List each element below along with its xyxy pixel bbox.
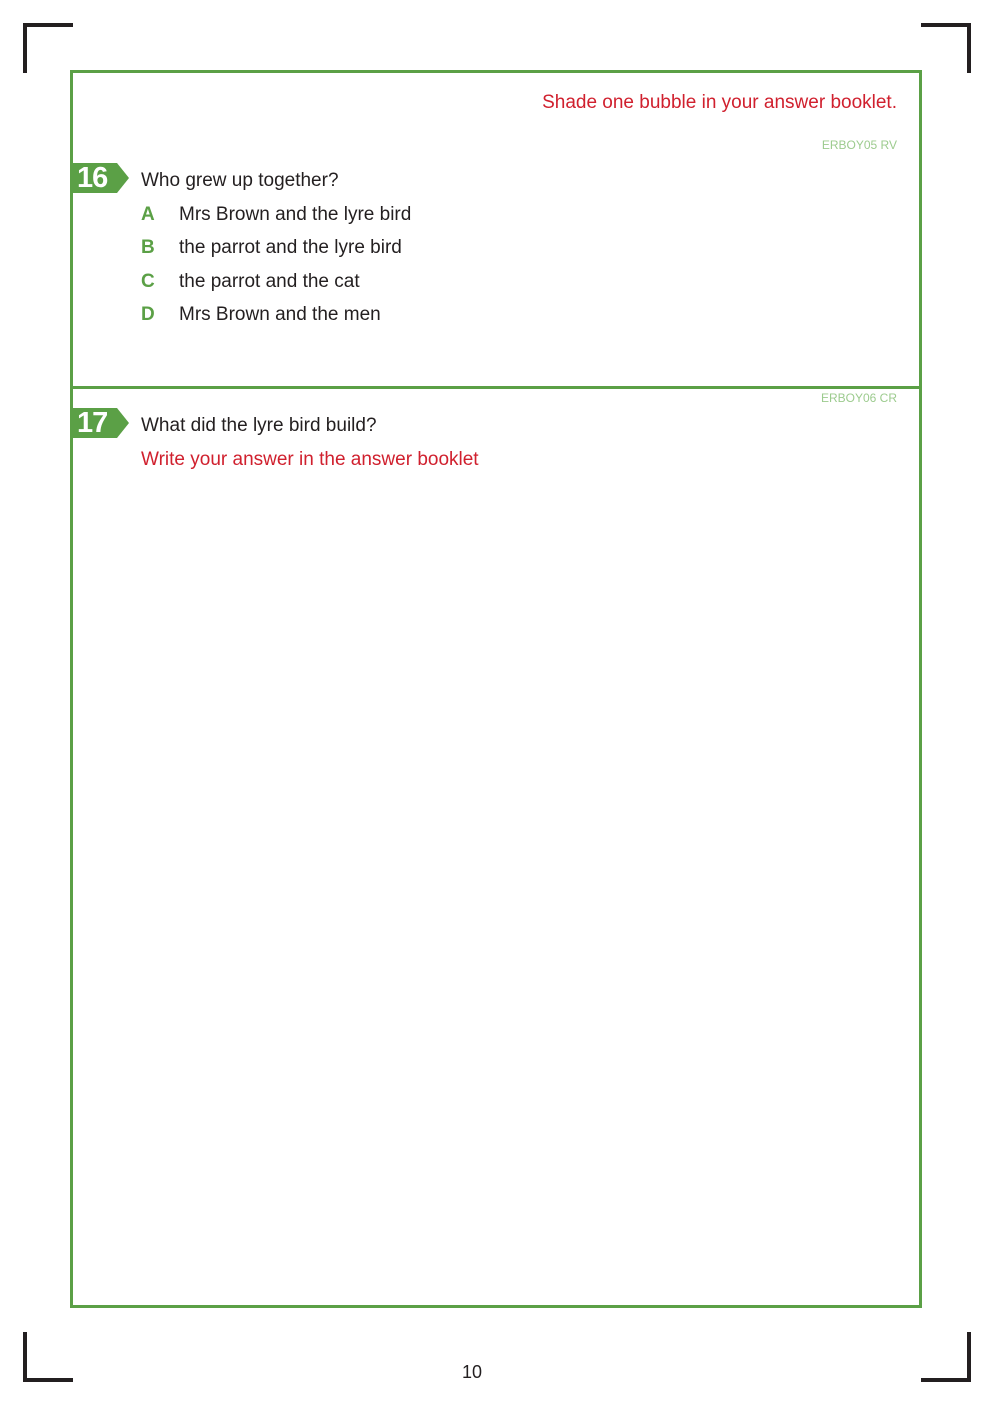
question-17-code: ERBOY06 CR [820,391,897,405]
option-d[interactable] [141,304,411,337]
option-c[interactable] [141,271,411,304]
question-17-number-badge: 17 [71,408,117,438]
option-letter: D [141,303,155,325]
question-16-options [141,204,411,337]
option-text: the parrot and the lyre bird [179,237,402,259]
section-divider [73,386,919,389]
question-16-code: ERBOY05 RV [821,138,897,152]
crop-mark-top-right [921,23,971,73]
question-frame [70,70,922,1308]
option-a[interactable] [141,204,411,237]
page-number: 10 [461,1362,483,1382]
crop-mark-top-left [23,23,73,73]
option-b[interactable] [141,237,411,270]
option-letter: B [141,237,155,259]
option-text: the parrot and the cat [179,270,360,292]
option-letter: C [141,270,155,292]
write-instruction: Write your answer in the answer booklet [141,449,479,470]
option-text: Mrs Brown and the lyre bird [179,204,412,225]
option-text: Mrs Brown and the men [179,303,381,325]
shade-instruction: Shade one bubble in your answer booklet. [542,92,897,113]
question-17-text: What did the lyre bird build? [141,415,377,436]
option-letter: A [141,204,155,225]
question-16-text: Who grew up together? [141,170,339,191]
question-16-number-badge: 16 [71,163,117,193]
